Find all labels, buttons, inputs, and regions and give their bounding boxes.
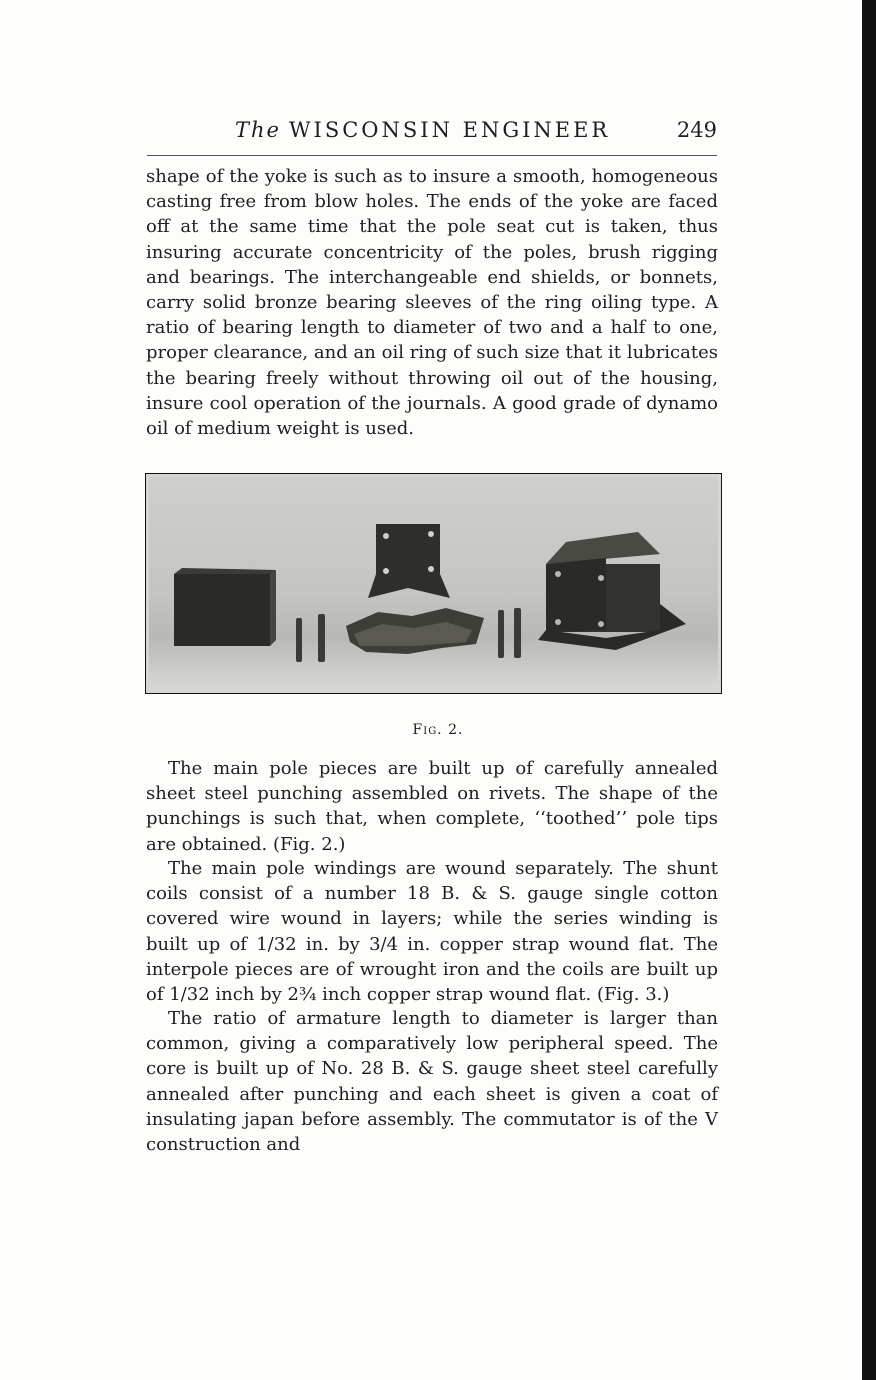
journal-article: The [235,118,281,142]
journal-name: WISCONSIN ENGINEER [288,118,611,142]
paragraph-pole-pieces: The main pole pieces are built up of carefully annealed sheet steel punching assembled on rivets. The shape of the punchings is such that, when complete, ‘‘toothed’’ pole tips are obtained. (Fig. 2.) [146,758,718,855]
paragraph-pole-windings: The main pole windings are wound separately. The shunt coils consist of a number 18 B. & S. gauge single cotton covered wire wound in layers; while the series winding is built up of 1/32 in. by 3/4 in. copper strap wound flat. The interpole pieces are of wrought iron and the coils are built up of 1/32 inch by 2¾ inch copper strap wound flat. (Fig. 3.) [146,858,718,1006]
paragraph-yoke-bearings: shape of the yoke is such as to insure a smooth, homogeneous casting free from blow holes. The ends of the yoke are faced off at the same time that the pole seat cut is taken, thus insuring accurate concentricity of the poles, brush rigging and bearings. The interchangeable end shields, or bonnets, carry solid bronze bearing sleeves of the ring oiling type. A ratio of bearing length to diameter of two and a half to one, proper clearance, and an oil ring of such size that it lubricates the bearing freely without throwing oil out of the housing, insure cool operation of the journals. A good grade of dynamo oil of medium weight is used. [146,166,718,440]
page-number: 249 [676,118,717,142]
figure-caption: Fig. 2. [412,722,464,738]
header-rule [147,155,717,156]
running-header [147,118,717,148]
pole-pieces-illustration [146,474,721,693]
journal-title [235,118,610,142]
page-edge-shadow [862,0,876,1380]
figure-photo [145,473,722,694]
paragraph-armature: The ratio of armature length to diameter is larger than common, giving a comparatively low peripheral speed. The core is built up of No. 28 B. & S. gauge sheet steel carefully annealed after punching and each sheet is given a coat of insulating japan before assembly. The commutator is of the V construction and [146,1008,718,1156]
